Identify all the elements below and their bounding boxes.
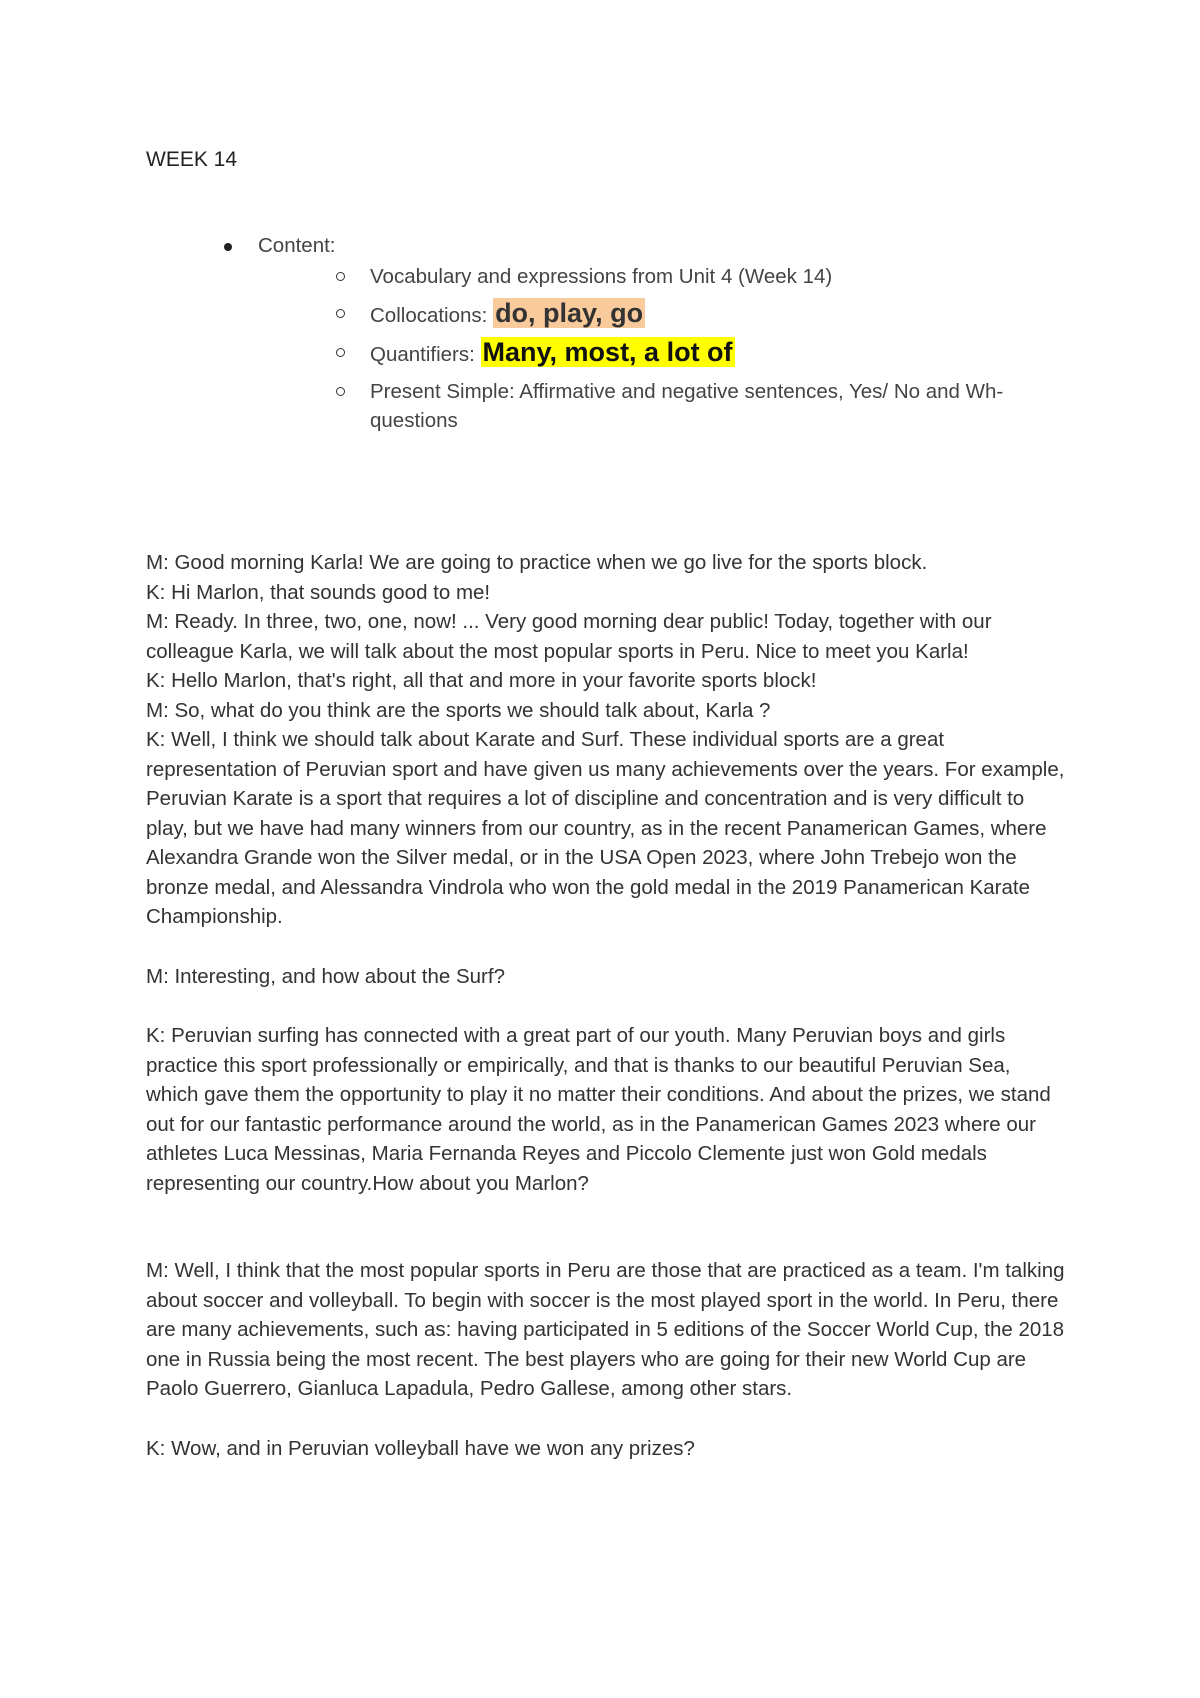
highlight-collocations: do, play, go: [495, 298, 644, 328]
list-item-quantifiers: [146, 338, 1066, 369]
content-bullet: [146, 232, 1066, 260]
circle-bullet-icon: [336, 348, 345, 357]
dialogue-line: K: Well, I think we should talk about Karate and Surf. These individual sports are a great representation of Peruvian sport and have given us many achievements over the years. For example, Peruvian Karate is a sport that requires a lot of discipline and concentration and is very difficult to play, but we have had many winners from our country, as in the recent Panamerican Games, where Alexandra Grande won the Silver medal, or in the USA Open 2023, where John Trebejo won the bronze medal, and Alessandra Vindrola who won the gold medal in the 2019 Panamerican Karate Championship.: [146, 728, 1065, 928]
content-label: Content:: [258, 234, 336, 257]
bullet-dot-icon: [224, 243, 232, 251]
dialogue-line: M: Good morning Karla! We are going to practice when we go live for the sports block.: [146, 551, 928, 574]
dialogue-line: K: Wow, and in Peruvian volleyball have we won any prizes?: [146, 1436, 695, 1460]
highlight-quantifiers: Many, most, a lot of: [482, 337, 733, 367]
dialogue-line: M: So, what do you think are the sports we should talk about, Karla ?: [146, 698, 771, 722]
list-item-collocations: [146, 299, 1066, 330]
paragraph-gap: [146, 932, 1066, 962]
paragraph-gap: [146, 991, 1066, 1021]
content-sub-list: [146, 262, 1066, 435]
dialogue-line: K: Hello Marlon, that's right, all that and more in your favorite sports block!: [146, 669, 817, 692]
dialogue-line: M: Well, I think that the most popular sports in Peru are those that are practiced as a team. I'm talking about soccer and volleyball. To begin with soccer is the most played sport in the world. In Peru, there are many achievements, such as: having participated in 5 editions of the Soccer World Cup, the 2018 one in Russia being the most recent. The best players who are going for their new World Cup are Paolo Guerrero, Gianluca Lapadula, Pedro Gallese, among other stars.: [146, 1259, 1065, 1400]
paragraph-gap: [146, 1198, 1066, 1256]
list-item-vocabulary: [146, 262, 1066, 291]
dialogue-line: M: Interesting, and how about the Surf?: [146, 964, 505, 988]
circle-bullet-icon: [336, 387, 345, 396]
dialogue-line: K: Hi Marlon, that sounds good to me!: [146, 580, 491, 604]
dialogue-line: K: Peruvian surfing has connected with a great part of our youth. Many Peruvian boys and girls practice this sport professionally or empirically, and that is thanks to our beautiful Peruvian Sea, which gave them the opportunity to play it no matter their conditions. And about the prizes, we stand out for our fantastic performance around the world, as in the Panamerican Games 2023 where our athletes Luca Messinas, Maria Fernanda Reyes and Piccolo Clemente just won Gold medals representing our country.How about you Marlon?: [146, 1024, 1051, 1195]
page-title: WEEK 14: [146, 148, 238, 171]
circle-bullet-icon: [336, 309, 345, 318]
dialogue-section: [146, 548, 1066, 1463]
content-list: [146, 232, 1066, 443]
dialogue-line: M: Ready. In three, two, one, now! ... Very good morning dear public! Today, together with our colleague Karla, we will talk about the most popular sports in Peru. Nice to meet you Karla!: [146, 610, 992, 663]
list-item-text: Present Simple: Affirmative and negative sentences, Yes/ No and Wh-questions: [370, 380, 1004, 432]
list-item-present-simple: [146, 377, 1066, 435]
list-item-text: Vocabulary and expressions from Unit 4 (Week 14): [370, 265, 833, 288]
circle-bullet-icon: [336, 272, 345, 281]
list-item-prefix: Collocations:: [370, 304, 494, 327]
list-item-prefix: Quantifiers:: [370, 343, 481, 366]
paragraph-gap: [146, 1404, 1066, 1434]
